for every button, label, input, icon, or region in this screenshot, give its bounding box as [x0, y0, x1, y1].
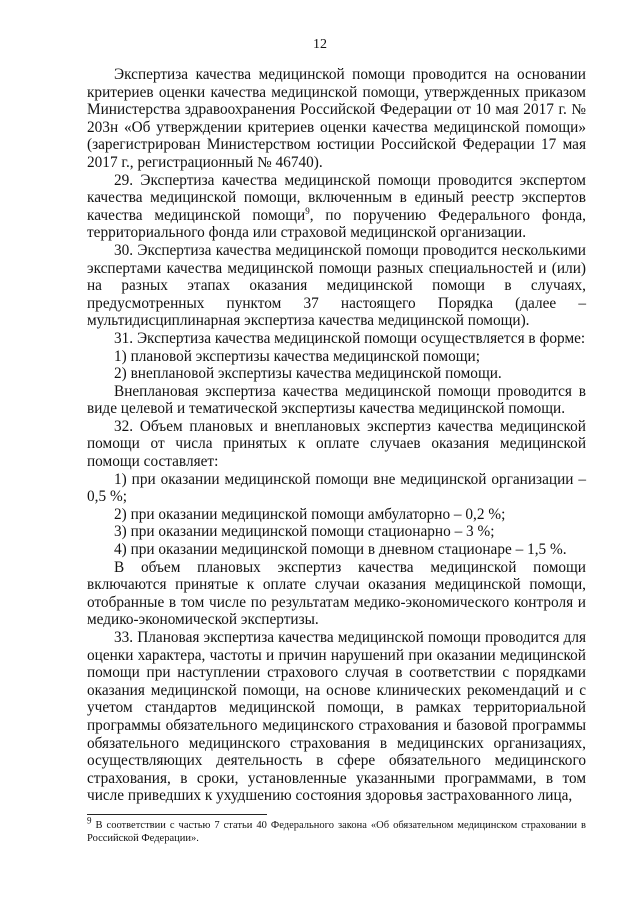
paragraph-29 [87, 172, 586, 242]
footnote-marker: 9 [87, 815, 92, 826]
paragraph-32: 32. Объем плановых и внеплановых экспертиз качества медицинской помощи от числа принятых к оплате случаев оказания медицинской помощи составляет: [87, 417, 586, 471]
footnote-reference[interactable]: 9 [305, 205, 310, 216]
list-item: 2) при оказании медицинской помощи амбулаторно – 0,2 %; [114, 505, 506, 523]
page-number: 12 [313, 37, 327, 52]
paragraph-30: 30. Экспертиза качества медицинской помощи проводится несколькими экспертами качества медицинской помощи разных специальностей и (или) на разных этапах оказания медицинской помощи в случаях, предусмотренных пунктом 37 настоящего Порядка (далее – мультидисциплинарная экспертиза качества медицинской помощи). [87, 241, 586, 330]
paragraph-unplanned: Внеплановая экспертиза качества медицинской помощи проводится в виде целевой и тематической экспертизы качества медицинской помощи. [87, 382, 586, 418]
list-item: 1) при оказании медицинской помощи вне медицинской организации – 0,5 %; [87, 470, 586, 506]
footnote-text: В соответствии с частью 7 статьи 40 Федерального закона «Об обязательном медицинском страховании в Российской Федерации». [87, 820, 586, 844]
list-item: 1) плановой экспертизы качества медицинской помощи; [114, 347, 480, 365]
paragraph-intro: Экспертиза качества медицинской помощи проводится на основании критериев оценки качества медицинской помощи, утвержденных приказом Министерства здравоохранения Российской Федерации от 10 мая 2017 г. № 203н «Об утверждении критериев оценки качества медицинской помощи» (зарегистрирован Министерством юстиции Российской Федерации 17 мая 2017 г., регистрационный № 46740). [87, 66, 586, 171]
document-body [87, 66, 586, 805]
paragraph-33: 33. Плановая экспертиза качества медицинской помощи проводится для оценки характера, частоты и причин нарушений при оказании медицинской помощи при наступлении страхового случая в соответствии с порядками оказания медицинской помощи, на основе клинических рекомендаций и с учетом стандартов медицинской помощи, в рамках территориальной программы обязательного медицинского страхования и базовой программы обязательного медицинского страхования в медицинских организациях, осуществляющих деятельность в сфере обязательного медицинского страхования, в сроки, установленные указанными программами, в том числе приведших к ухудшению состояния здоровья застрахованного лица, [87, 629, 586, 805]
list-item: 2) внеплановой экспертизы качества медицинской помощи. [114, 365, 502, 383]
paragraph-31: 31. Экспертиза качества медицинской помощи осуществляется в форме: [114, 329, 586, 347]
list-item: 4) при оказании медицинской помощи в дневном стационаре – 1,5 %. [114, 541, 567, 559]
paragraph-29-text: 29. Экспертиза качества медицинской помощи проводится экспертом качества медицинской помощи, включенным в единый реестр экспертов качества медицинской помощи [87, 171, 586, 224]
paragraph-29-tail: , по поручению Федерального фонда, территориального фонда или страховой медицинской организации. [87, 206, 586, 242]
paragraph-planned-volume: В объем плановых экспертиз качества медицинской помощи включаются принятые к оплате случаи оказания медицинской помощи, отобранные в том числе по результатам медико-экономического контроля и медико-экономической экспертизы. [87, 558, 586, 629]
footnote-divider [87, 814, 267, 815]
footnote [87, 815, 586, 845]
list-item: 3) при оказании медицинской помощи стационарно – 3 %; [114, 523, 495, 541]
